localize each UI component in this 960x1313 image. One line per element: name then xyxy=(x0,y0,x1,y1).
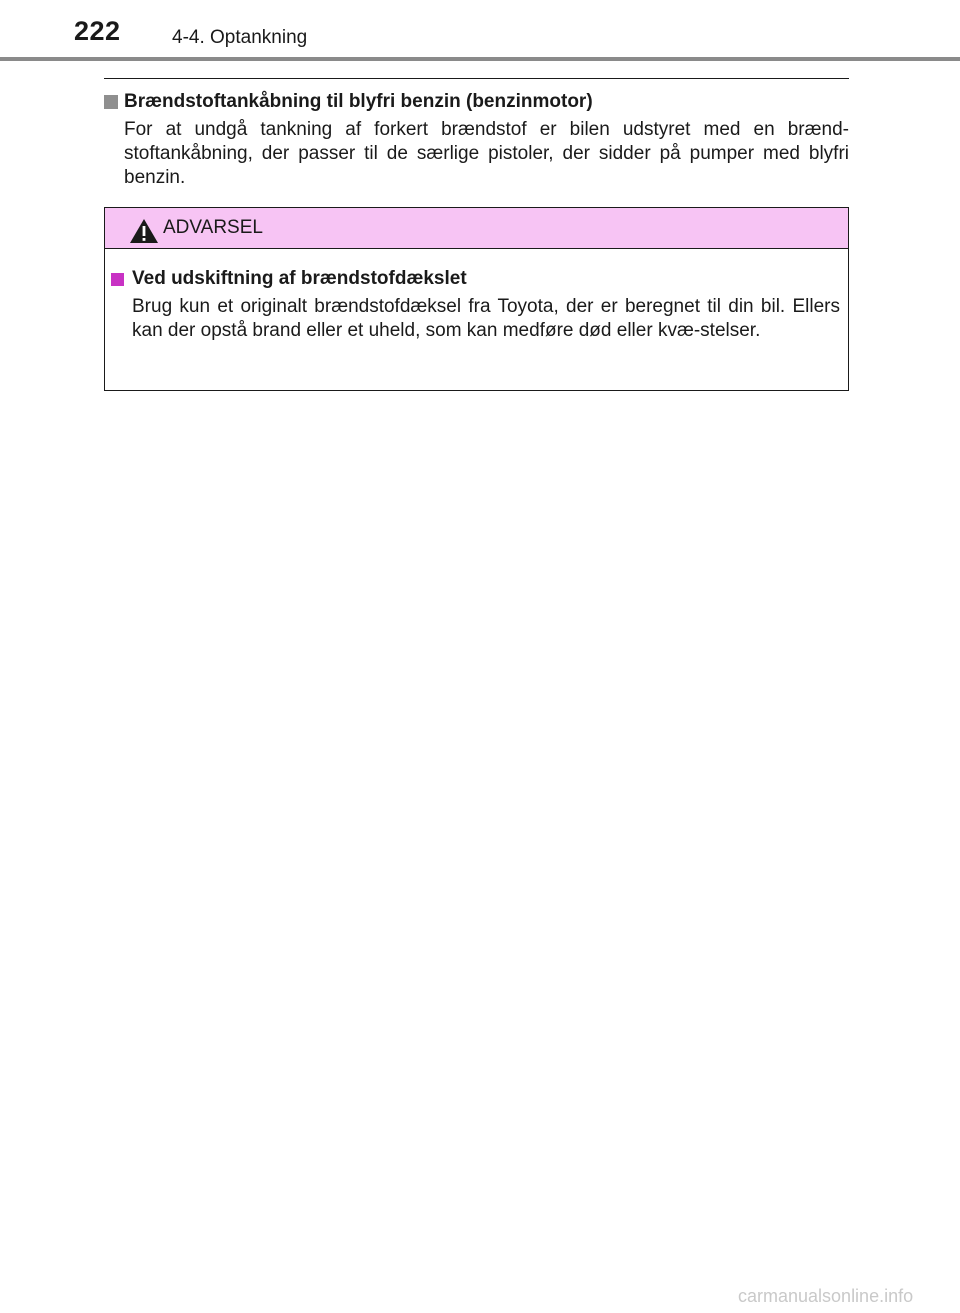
watermark: carmanualsonline.info xyxy=(738,1286,914,1306)
chapter-title: 4-4. Optankning xyxy=(172,27,308,48)
square-bullet-icon xyxy=(111,273,124,286)
square-bullet-icon xyxy=(104,95,118,109)
section-heading xyxy=(104,90,849,114)
section-heading-text: Brændstoftankåbning til blyfri benzin (benzinmotor) xyxy=(124,91,593,112)
section-body-text: For at undgå tankning af forkert brændstof er bilen udstyret med en brænd-stoftankåbning, der passer til de særlige pistoler, der sidder på pumper med blyfri benzin. xyxy=(124,119,849,188)
warning-heading-text: Ved udskiftning af brændstofdækslet xyxy=(132,268,467,289)
page-number: 222 xyxy=(74,16,121,46)
warning-triangle-icon xyxy=(129,218,159,244)
warning-label: ADVARSEL xyxy=(163,217,263,238)
header-divider xyxy=(0,57,960,61)
warning-content xyxy=(105,249,848,343)
page-header xyxy=(0,0,960,62)
section-divider xyxy=(104,78,849,79)
warning-box xyxy=(104,207,849,391)
warning-body-text: Brug kun et originalt brændstofdæksel fra Toyota, der er beregnet til din bil. Ellers kan der opstå brand eller et uheld, som kan medføre død eller kvæ-stelser. xyxy=(132,296,840,341)
warning-heading xyxy=(111,267,848,291)
warning-header xyxy=(105,208,848,249)
fuel-tank-opening-section xyxy=(104,90,849,190)
